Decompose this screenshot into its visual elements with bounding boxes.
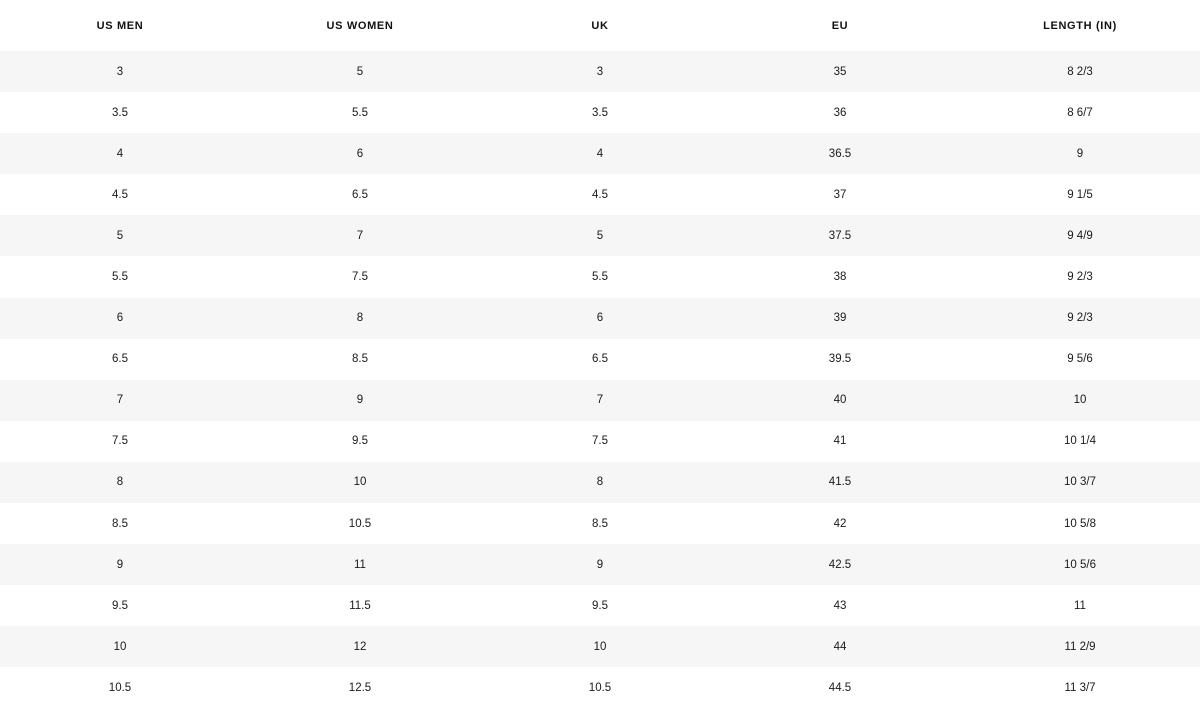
cell-eu: 43 xyxy=(720,585,960,626)
cell-us-men: 7 xyxy=(0,380,240,421)
cell-length-in: 10 1/4 xyxy=(960,421,1200,462)
cell-us-men: 3.5 xyxy=(0,92,240,133)
column-header-us-women: US WOMEN xyxy=(240,0,480,51)
cell-us-men: 8.5 xyxy=(0,503,240,544)
table-body xyxy=(0,51,1200,709)
column-header-length-in: LENGTH (IN) xyxy=(960,0,1200,51)
cell-us-women: 12 xyxy=(240,626,480,667)
cell-uk: 9.5 xyxy=(480,585,720,626)
cell-us-men: 8 xyxy=(0,462,240,503)
cell-length-in: 9 2/3 xyxy=(960,298,1200,339)
cell-uk: 9 xyxy=(480,544,720,585)
cell-us-women: 9.5 xyxy=(240,421,480,462)
cell-uk: 7.5 xyxy=(480,421,720,462)
cell-length-in: 10 5/6 xyxy=(960,544,1200,585)
cell-us-women: 8 xyxy=(240,298,480,339)
cell-us-men: 10 xyxy=(0,626,240,667)
cell-us-men: 4 xyxy=(0,133,240,174)
table-row xyxy=(0,256,1200,297)
cell-length-in: 10 5/8 xyxy=(960,503,1200,544)
table-row xyxy=(0,133,1200,174)
cell-uk: 3.5 xyxy=(480,92,720,133)
cell-length-in: 9 4/9 xyxy=(960,215,1200,256)
cell-us-men: 3 xyxy=(0,51,240,92)
cell-uk: 10.5 xyxy=(480,667,720,708)
cell-us-women: 6 xyxy=(240,133,480,174)
cell-length-in: 8 2/3 xyxy=(960,51,1200,92)
column-header-eu: EU xyxy=(720,0,960,51)
cell-us-men: 6 xyxy=(0,298,240,339)
cell-length-in: 10 xyxy=(960,380,1200,421)
cell-uk: 4 xyxy=(480,133,720,174)
cell-us-women: 11.5 xyxy=(240,585,480,626)
cell-uk: 5 xyxy=(480,215,720,256)
cell-length-in: 9 xyxy=(960,133,1200,174)
cell-uk: 10 xyxy=(480,626,720,667)
cell-us-men: 7.5 xyxy=(0,421,240,462)
cell-eu: 41.5 xyxy=(720,462,960,503)
cell-length-in: 11 2/9 xyxy=(960,626,1200,667)
table-row xyxy=(0,174,1200,215)
cell-us-women: 11 xyxy=(240,544,480,585)
cell-us-women: 7.5 xyxy=(240,256,480,297)
table-row xyxy=(0,626,1200,667)
cell-us-women: 5.5 xyxy=(240,92,480,133)
cell-eu: 42 xyxy=(720,503,960,544)
cell-us-women: 7 xyxy=(240,215,480,256)
cell-length-in: 8 6/7 xyxy=(960,92,1200,133)
cell-eu: 35 xyxy=(720,51,960,92)
cell-uk: 6.5 xyxy=(480,339,720,380)
cell-uk: 8 xyxy=(480,462,720,503)
cell-us-women: 6.5 xyxy=(240,174,480,215)
table-row xyxy=(0,380,1200,421)
cell-length-in: 9 2/3 xyxy=(960,256,1200,297)
cell-uk: 4.5 xyxy=(480,174,720,215)
table-row xyxy=(0,92,1200,133)
cell-length-in: 11 3/7 xyxy=(960,667,1200,708)
table-row xyxy=(0,585,1200,626)
cell-uk: 7 xyxy=(480,380,720,421)
cell-eu: 38 xyxy=(720,256,960,297)
cell-us-women: 9 xyxy=(240,380,480,421)
cell-eu: 40 xyxy=(720,380,960,421)
table-row xyxy=(0,503,1200,544)
cell-us-men: 6.5 xyxy=(0,339,240,380)
table-header xyxy=(0,0,1200,51)
cell-eu: 42.5 xyxy=(720,544,960,585)
table-row xyxy=(0,215,1200,256)
cell-eu: 36.5 xyxy=(720,133,960,174)
cell-uk: 8.5 xyxy=(480,503,720,544)
cell-uk: 6 xyxy=(480,298,720,339)
cell-us-women: 10.5 xyxy=(240,503,480,544)
cell-us-men: 10.5 xyxy=(0,667,240,708)
cell-us-women: 8.5 xyxy=(240,339,480,380)
table-row xyxy=(0,51,1200,92)
cell-us-men: 5 xyxy=(0,215,240,256)
table-row xyxy=(0,298,1200,339)
cell-us-men: 4.5 xyxy=(0,174,240,215)
cell-length-in: 9 5/6 xyxy=(960,339,1200,380)
cell-us-women: 10 xyxy=(240,462,480,503)
cell-uk: 3 xyxy=(480,51,720,92)
cell-eu: 37.5 xyxy=(720,215,960,256)
cell-uk: 5.5 xyxy=(480,256,720,297)
column-header-us-men: US MEN xyxy=(0,0,240,51)
cell-eu: 44 xyxy=(720,626,960,667)
cell-length-in: 10 3/7 xyxy=(960,462,1200,503)
cell-eu: 41 xyxy=(720,421,960,462)
cell-us-women: 5 xyxy=(240,51,480,92)
table-row xyxy=(0,462,1200,503)
cell-eu: 39.5 xyxy=(720,339,960,380)
table-row xyxy=(0,667,1200,708)
table-row xyxy=(0,544,1200,585)
cell-eu: 36 xyxy=(720,92,960,133)
column-header-uk: UK xyxy=(480,0,720,51)
table-row xyxy=(0,421,1200,462)
table-header-row xyxy=(0,0,1200,51)
cell-length-in: 9 1/5 xyxy=(960,174,1200,215)
cell-us-men: 9.5 xyxy=(0,585,240,626)
cell-us-women: 12.5 xyxy=(240,667,480,708)
cell-us-men: 5.5 xyxy=(0,256,240,297)
table-row xyxy=(0,339,1200,380)
cell-eu: 44.5 xyxy=(720,667,960,708)
cell-length-in: 11 xyxy=(960,585,1200,626)
cell-us-men: 9 xyxy=(0,544,240,585)
cell-eu: 39 xyxy=(720,298,960,339)
cell-eu: 37 xyxy=(720,174,960,215)
